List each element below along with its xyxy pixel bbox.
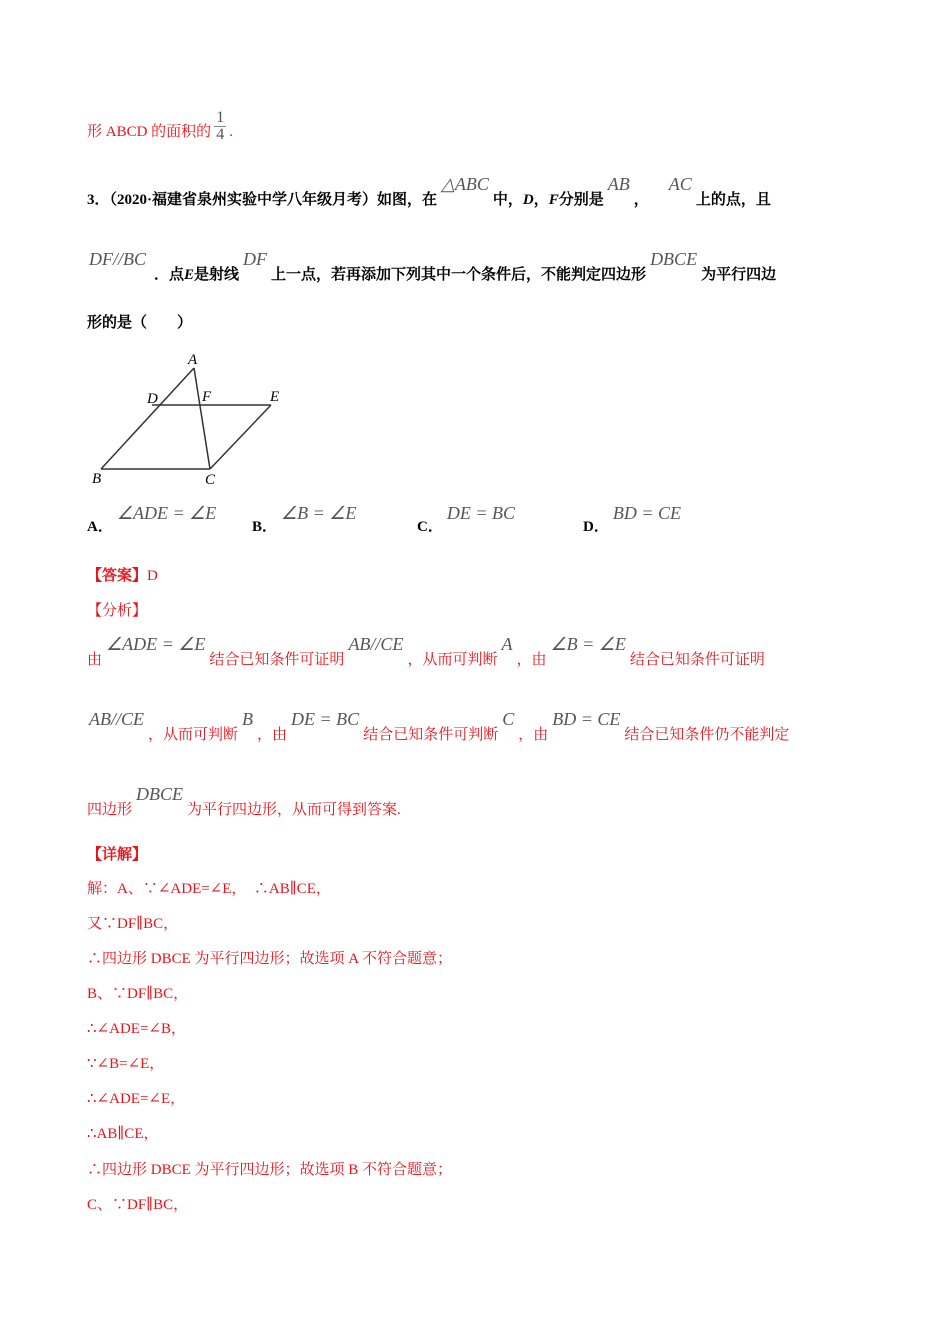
option-expr: DE = BC [446, 503, 515, 523]
segment-ac [194, 368, 210, 469]
text: 为平行四边 [701, 267, 777, 283]
question-line-3: 形的是（ ） [87, 315, 193, 331]
previous-answer-tail [87, 109, 233, 149]
segment-ce [210, 405, 271, 469]
math: DE = BC [291, 709, 360, 729]
segment-ab [101, 368, 194, 469]
option-expr: ∠ADE = ∠E [116, 503, 217, 523]
text: ， [533, 192, 549, 208]
text: 中， [492, 192, 523, 208]
fraction-one-quarter [214, 110, 226, 143]
label-f: F [202, 389, 212, 405]
math: AC [668, 174, 692, 194]
analysis-line-2 [87, 709, 790, 745]
math: C [502, 709, 515, 729]
option-b[interactable] [252, 503, 360, 536]
option-label: D． [583, 519, 609, 535]
math: DF//BC [89, 249, 146, 269]
text: 四边形 [87, 802, 133, 818]
text: 结合已知条件可证明 [209, 652, 345, 668]
point-e: E [184, 267, 195, 283]
text: 结合已知条件仍不能判定 [624, 727, 790, 743]
math: DBCE [650, 249, 698, 269]
detail-line: ∵∠B=∠E， [87, 1056, 165, 1072]
label-a: A [188, 352, 198, 368]
label-e: E [270, 389, 280, 405]
point-f: F [548, 192, 559, 208]
option-label: A． [87, 519, 113, 535]
label-c: C [205, 472, 216, 488]
option-c[interactable] [417, 503, 519, 536]
option-expr: BD = CE [612, 503, 681, 523]
option-expr: ∠B = ∠E [281, 503, 357, 523]
question-source: （2020·福建省泉州实验中学八年级月考）如图，在 [109, 192, 438, 208]
question-number: 3． [87, 192, 110, 208]
text: ，由 [516, 652, 547, 668]
detail-line: C、∵DF∥BC， [87, 1197, 189, 1213]
text: 分别是 [558, 192, 604, 208]
analysis-tag: 【分析】 [87, 603, 148, 619]
detail-line: 又∵DF∥BC， [87, 916, 179, 932]
math: ∠B = ∠E [550, 634, 626, 654]
math: BD = CE [552, 709, 621, 729]
detail-line: ∴∠ADE=∠E， [87, 1091, 186, 1107]
period: . [229, 123, 233, 140]
detail-line: B、∵DF∥BC， [87, 986, 189, 1002]
text: 上的点，且 [695, 192, 771, 208]
text: 形 ABCD 的面积的 [87, 123, 212, 140]
answer [87, 566, 158, 586]
denominator: 4 [216, 126, 225, 143]
question-line-2 [87, 249, 777, 285]
detail-line: 解：A、∵∠ADE=∠E， ∴AB∥CE， [87, 881, 331, 897]
text: ，由 [518, 727, 549, 743]
analysis-line-1 [87, 634, 765, 670]
text: ，由 [257, 727, 288, 743]
text: ，从而可判断 [407, 652, 498, 668]
math: ∠ADE = ∠E [106, 634, 206, 654]
text: 为平行四边形，从而可得到答案. [187, 802, 401, 818]
text: 是射线 [194, 267, 240, 283]
point-d: D [522, 192, 534, 208]
answer-value: D [147, 568, 158, 584]
detail-line: ∴四边形 DBCE 为平行四边形；故选项 A 不符合题意； [87, 951, 453, 967]
text: ，从而可判断 [148, 727, 239, 743]
option-a[interactable] [87, 503, 220, 536]
text: ．点 [154, 267, 185, 283]
text: 上一点，若再添加下列其中一个条件后，不能判定四边形 [271, 267, 647, 283]
option-label: C． [417, 519, 443, 535]
analysis-line-3 [87, 784, 401, 820]
label-b: B [92, 471, 102, 487]
option-d[interactable] [583, 503, 685, 536]
math: AB [607, 174, 630, 194]
label-d: D [147, 391, 158, 407]
geometry-figure [88, 348, 288, 488]
question-line-1 [87, 174, 771, 210]
math: △ABC [441, 174, 489, 194]
math: AB//CE [89, 709, 144, 729]
detail-line: ∴∠ADE=∠B， [87, 1021, 186, 1037]
detail-tag: 【详解】 [87, 847, 148, 863]
math: DF [243, 249, 268, 269]
text: 结合已知条件可证明 [629, 652, 765, 668]
numerator: 1 [216, 109, 225, 126]
answer-tag: 【答案】 [87, 568, 148, 584]
math: B [242, 709, 254, 729]
math: AB//CE [348, 634, 404, 654]
text: 结合已知条件可判断 [363, 727, 499, 743]
math: A [501, 634, 513, 654]
math: DBCE [136, 784, 184, 804]
text: ， [633, 192, 649, 208]
detail-line: ∴AB∥CE， [87, 1126, 159, 1142]
option-label: B． [252, 519, 278, 535]
text: 由 [87, 652, 103, 668]
detail-line: ∴四边形 DBCE 为平行四边形；故选项 B 不符合题意； [87, 1162, 453, 1178]
